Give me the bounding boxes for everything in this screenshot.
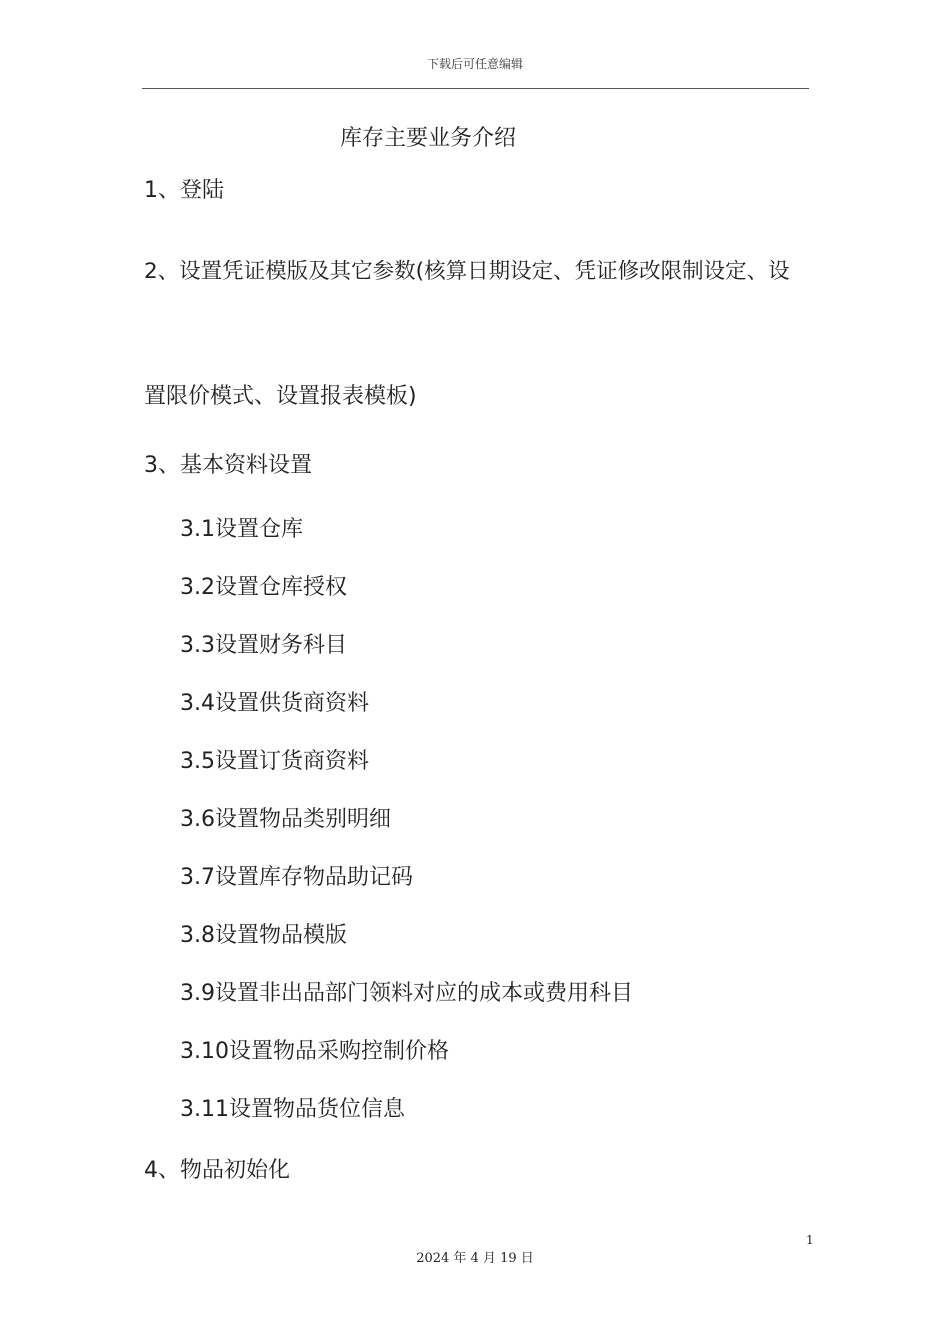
subitem-3-8: 3.8设置物品模版 bbox=[180, 923, 347, 948]
subitem-3-2: 3.2设置仓库授权 bbox=[180, 575, 347, 600]
footer-date: 2024 年 4 月 19 日 bbox=[416, 1251, 534, 1266]
subitem-3-7: 3.7设置库存物品助记码 bbox=[180, 865, 413, 890]
subitem-3-4: 3.4设置供货商资料 bbox=[180, 691, 369, 716]
item-2-voucher-settings: 2、设置凭证模版及其它参数(核算日期设定、凭证修改限制设定、设 bbox=[144, 259, 790, 284]
subitem-3-9: 3.9设置非出品部门领料对应的成本或费用科目 bbox=[180, 981, 633, 1006]
subitem-3-3: 3.3设置财务科目 bbox=[180, 633, 347, 658]
item-2-continued: 置限价模式、设置报表模板) bbox=[144, 384, 417, 409]
subitem-3-5: 3.5设置订货商资料 bbox=[180, 749, 369, 774]
subitem-3-10: 3.10设置物品采购控制价格 bbox=[180, 1039, 449, 1064]
header-divider bbox=[142, 88, 809, 89]
item-1-login: 1、登陆 bbox=[144, 178, 224, 203]
subitem-3-6: 3.6设置物品类别明细 bbox=[180, 807, 391, 832]
page-number: 1 bbox=[806, 1233, 814, 1247]
item-4-initialization: 4、物品初始化 bbox=[144, 1158, 290, 1183]
subitem-3-1: 3.1设置仓库 bbox=[180, 517, 303, 542]
subitem-3-11: 3.11设置物品货位信息 bbox=[180, 1097, 405, 1122]
document-title: 库存主要业务介绍 bbox=[339, 126, 516, 151]
header-note: 下载后可任意编辑 bbox=[426, 57, 523, 71]
item-3-basic-data: 3、基本资料设置 bbox=[144, 453, 312, 478]
